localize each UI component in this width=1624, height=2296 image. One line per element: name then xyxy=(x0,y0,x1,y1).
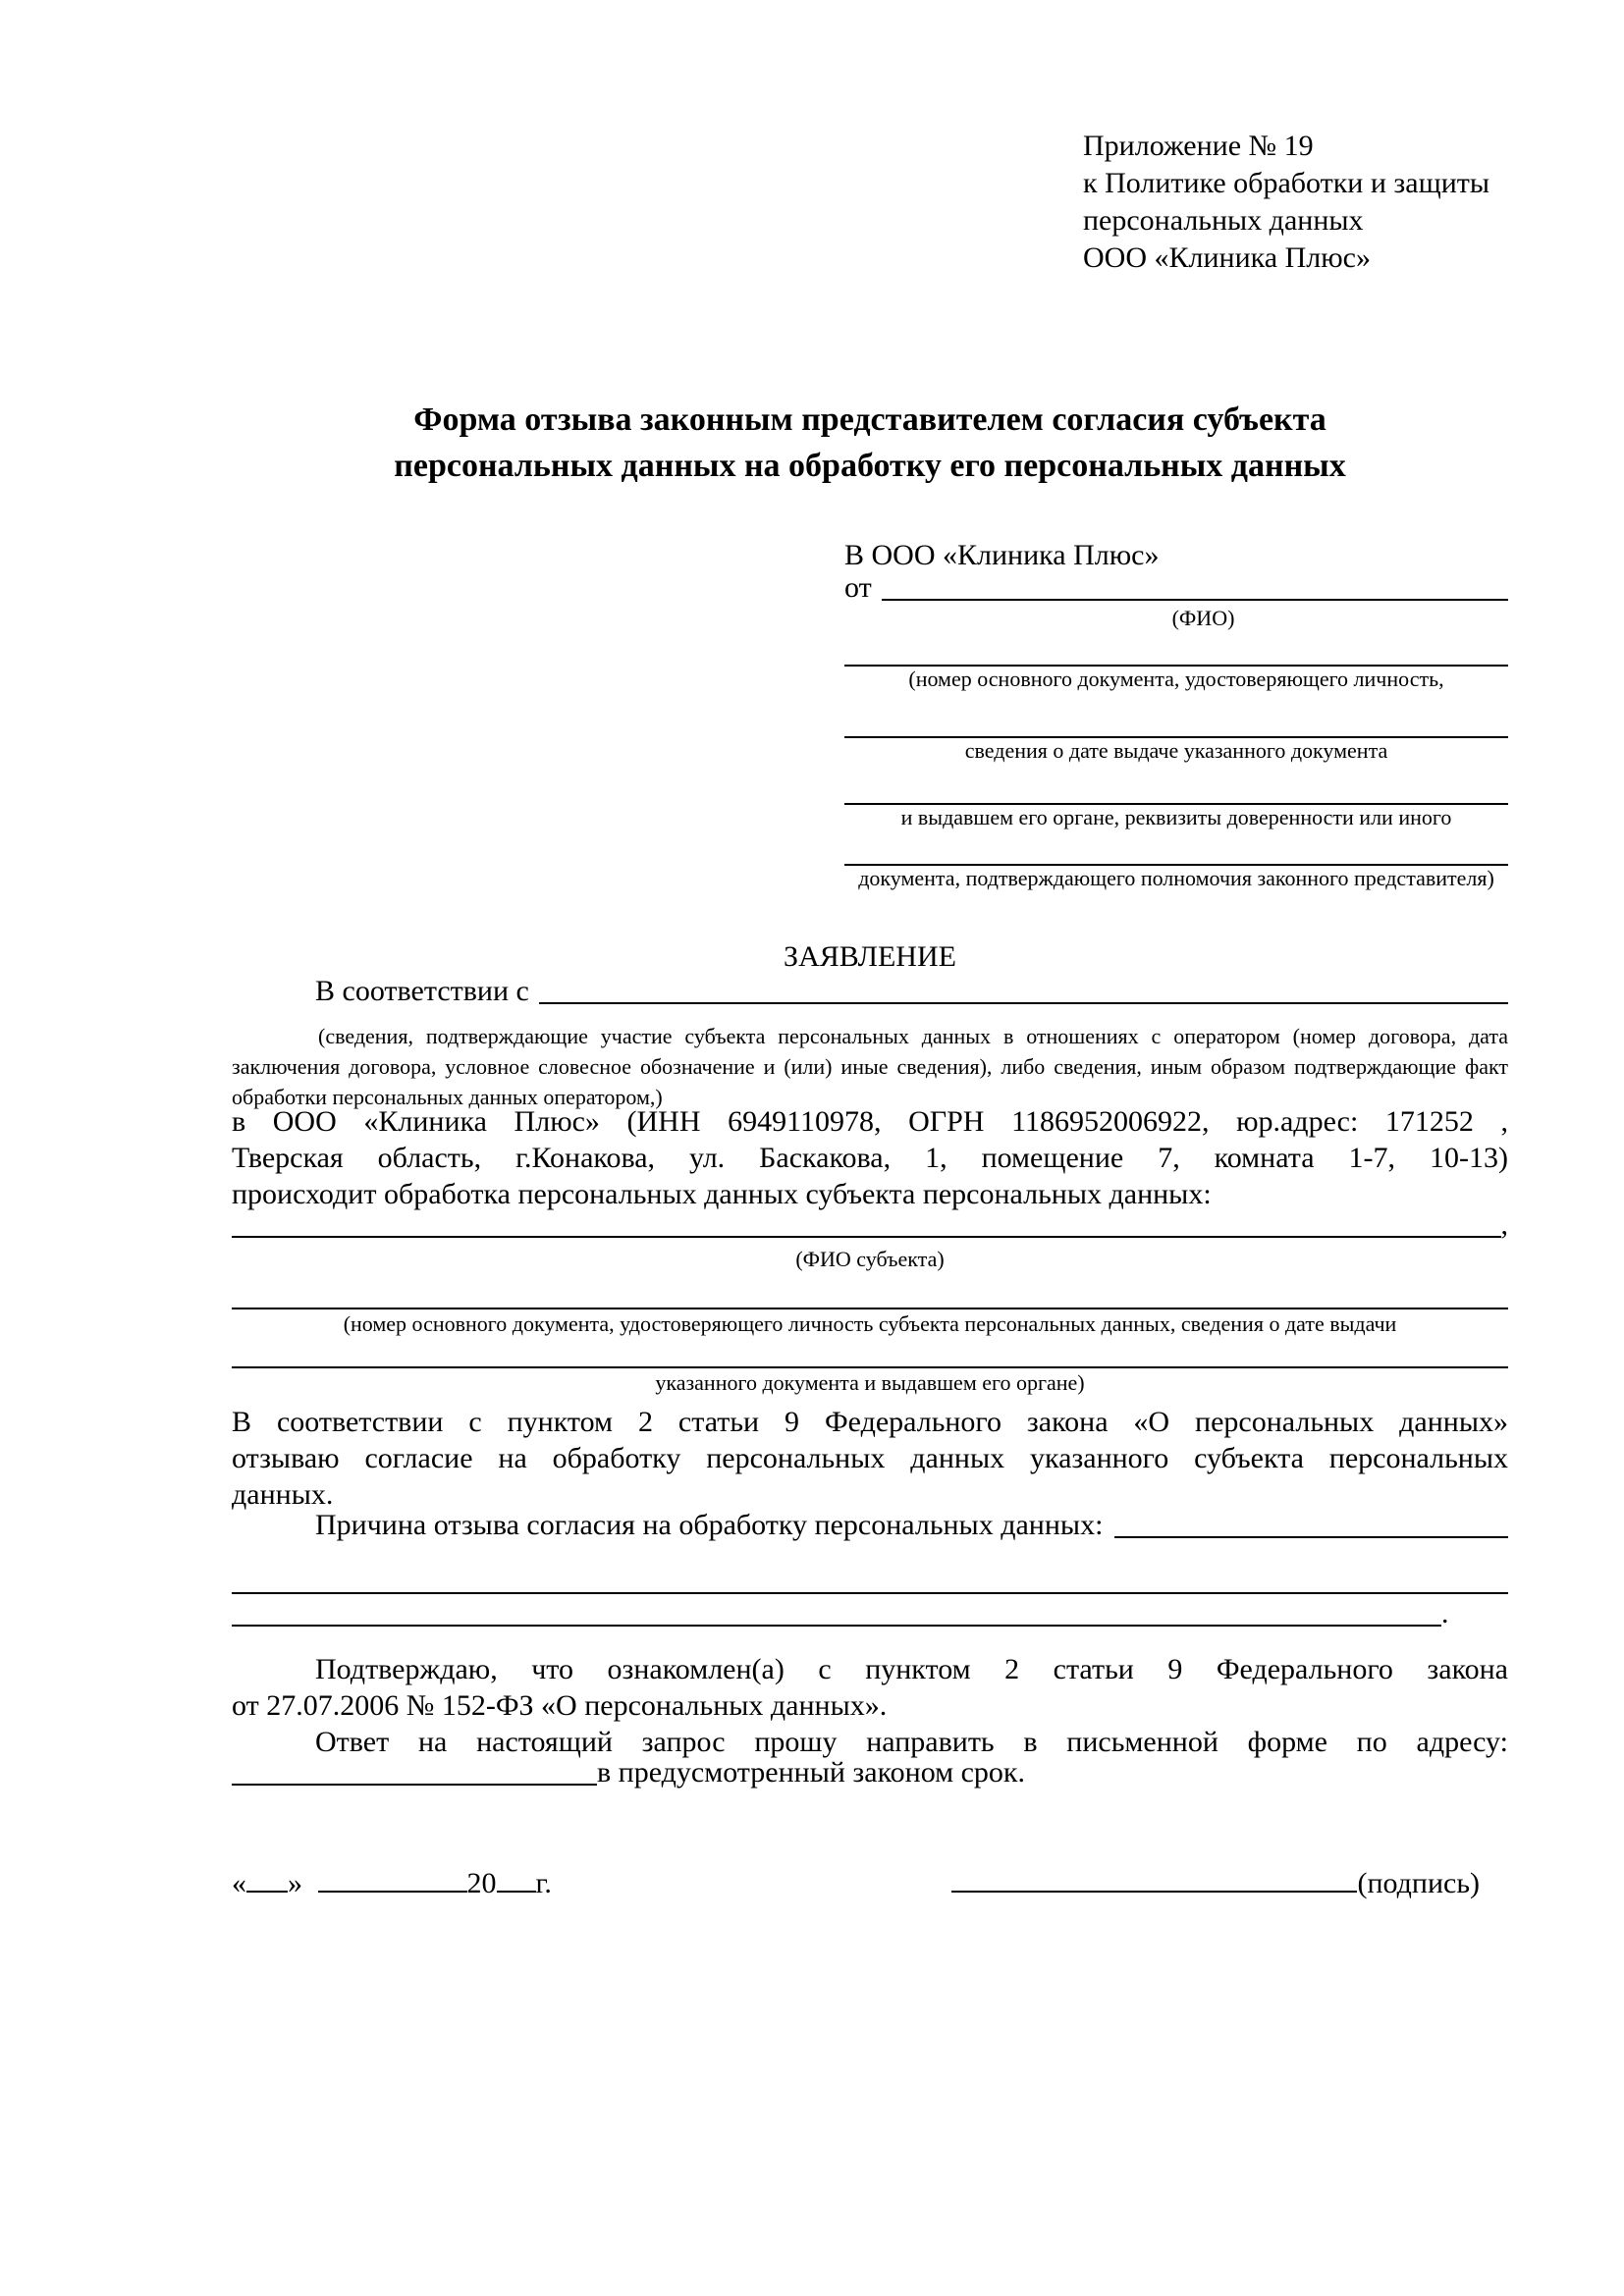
basis-row xyxy=(232,975,1508,1009)
year-blank xyxy=(497,1889,536,1893)
id-doc-blank-3 xyxy=(844,764,1508,805)
quote-open: « xyxy=(232,1867,246,1899)
subject-fio-caption: (ФИО субъекта) xyxy=(795,1247,945,1271)
confirm-line-1: Подтверждаю, что ознакомлен(а) с пунктом 2 статьи 9 Федерального закона xyxy=(315,1653,1508,1685)
confirm-paragraph xyxy=(232,1651,1508,1724)
id-doc-blank-4 xyxy=(844,830,1508,866)
basis-note xyxy=(232,1021,1508,1112)
subject-fio-comma: , xyxy=(1500,1208,1508,1241)
footer-row xyxy=(232,1867,1508,1906)
appendix-line-3: персональных данных xyxy=(1083,204,1364,237)
appendix-block xyxy=(1083,128,1489,277)
operator-line-1: в ООО «Клиника Плюс» (ИНН 6949110978, ОГРН 1186952006922, юр.адрес: 171252 , xyxy=(232,1105,1508,1138)
id-doc-blank-1 xyxy=(844,631,1508,667)
year-suffix: г. xyxy=(535,1867,552,1899)
appendix-line-4: ООО «Клиника Плюс» xyxy=(1083,241,1371,274)
title-line-1: Форма отзыва законным представителем согласия субъекта xyxy=(413,401,1326,438)
reason-row xyxy=(232,1509,1508,1543)
signature-caption: (подпись) xyxy=(1357,1867,1480,1899)
subject-doc-caption-2: указанного документа и выдавшем его органе) xyxy=(655,1370,1085,1395)
operator-line-2: Тверская область, г.Конакова, ул. Баскакова, 1, помещение 7, комната 1-7, 10-13) xyxy=(232,1142,1508,1174)
subject-doc-blank-1 xyxy=(232,1274,1508,1309)
appendix-line-1: Приложение № 19 xyxy=(1083,130,1314,162)
basis-note-line-3: обработки персональных данных оператором,) xyxy=(232,1085,663,1109)
addressee-from-row xyxy=(844,571,1508,606)
title-line-2: персональных данных на обработку его персональных данных xyxy=(394,448,1346,484)
signature-blank xyxy=(951,1889,1357,1893)
subject-fio-row xyxy=(232,1208,1508,1243)
year-prefix: 20 xyxy=(466,1867,497,1899)
reason-blank-2 xyxy=(232,1563,1508,1594)
basis-blank xyxy=(539,1002,1508,1004)
reply-line: Ответ на настоящий запрос прошу направить в письменной форме по адресу: xyxy=(315,1726,1508,1758)
month-blank xyxy=(318,1889,467,1893)
id-doc-caption-1: (номер основного документа, удостоверяющего личность, xyxy=(908,667,1444,691)
basis-note-line-2: заключения договора, условное словесное обозначение и (или) иные сведения), либо сведения, иным образом подтверждающие факт xyxy=(232,1054,1508,1079)
basis-label: В соответствии с xyxy=(315,975,529,1007)
reply-tail: в предусмотренный законом срок. xyxy=(597,1756,1025,1789)
addressee-to: В ООО «Клиника Плюс» xyxy=(844,539,1160,571)
from-label: от xyxy=(844,571,872,604)
confirm-line-2: от 27.07.2006 № 152-ФЗ «О персональных данных». xyxy=(232,1689,888,1722)
representative-fio-blank xyxy=(882,599,1508,601)
date-group xyxy=(232,1867,552,1899)
withdraw-line-1: В соответствии с пунктом 2 статьи 9 Федерального закона «О персональных данных» xyxy=(232,1406,1508,1438)
fio-caption: (ФИО) xyxy=(1171,606,1235,630)
quote-close: » xyxy=(288,1867,302,1899)
appendix-line-2: к Политике обработки и защиты xyxy=(1083,167,1490,199)
reason-blank-3 xyxy=(232,1625,1441,1627)
document-title xyxy=(232,397,1508,489)
subject-fio-blank xyxy=(232,1236,1501,1238)
withdraw-paragraph xyxy=(232,1404,1508,1513)
reason-blank-3-row xyxy=(232,1598,1508,1631)
id-doc-caption-4: документа, подтверждающего полномочия законного представителя) xyxy=(858,866,1494,890)
reply-address-row xyxy=(232,1757,1508,1790)
operator-line-3: происходит обработка персональных данных субъекта персональных данных: xyxy=(232,1178,1212,1210)
basis-note-line-1: (сведения, подтверждающие участие субъекта персональных данных в отношениях с оператором (номер договора, дата xyxy=(318,1024,1508,1048)
address-blank xyxy=(232,1784,597,1786)
withdraw-line-3: данных. xyxy=(232,1478,334,1511)
reason-label: Причина отзыва согласия на обработку персональных данных: xyxy=(315,1509,1104,1541)
id-doc-caption-3: и выдавшем его органе, реквизиты доверенности или иного xyxy=(900,805,1452,829)
subject-doc-caption-1: (номер основного документа, удостоверяющего личность субъекта персональных данных, сведения о дате выдачи xyxy=(343,1311,1397,1336)
id-doc-blank-2 xyxy=(844,692,1508,738)
withdraw-line-2: отзываю согласие на обработку персональных данных указанного субъекта персональных xyxy=(232,1442,1508,1474)
addressee-block xyxy=(844,535,1508,891)
id-doc-caption-2: сведения о дате выдаче указанного документа xyxy=(964,738,1388,763)
signature-group xyxy=(951,1867,1480,1900)
day-blank xyxy=(246,1889,288,1893)
reason-blank-1 xyxy=(1114,1536,1508,1538)
operator-paragraph xyxy=(232,1103,1508,1212)
subject-doc-blank-2 xyxy=(232,1337,1508,1368)
statement-heading: ЗАЯВЛЕНИЕ xyxy=(784,940,956,973)
reason-period: . xyxy=(1441,1597,1449,1629)
